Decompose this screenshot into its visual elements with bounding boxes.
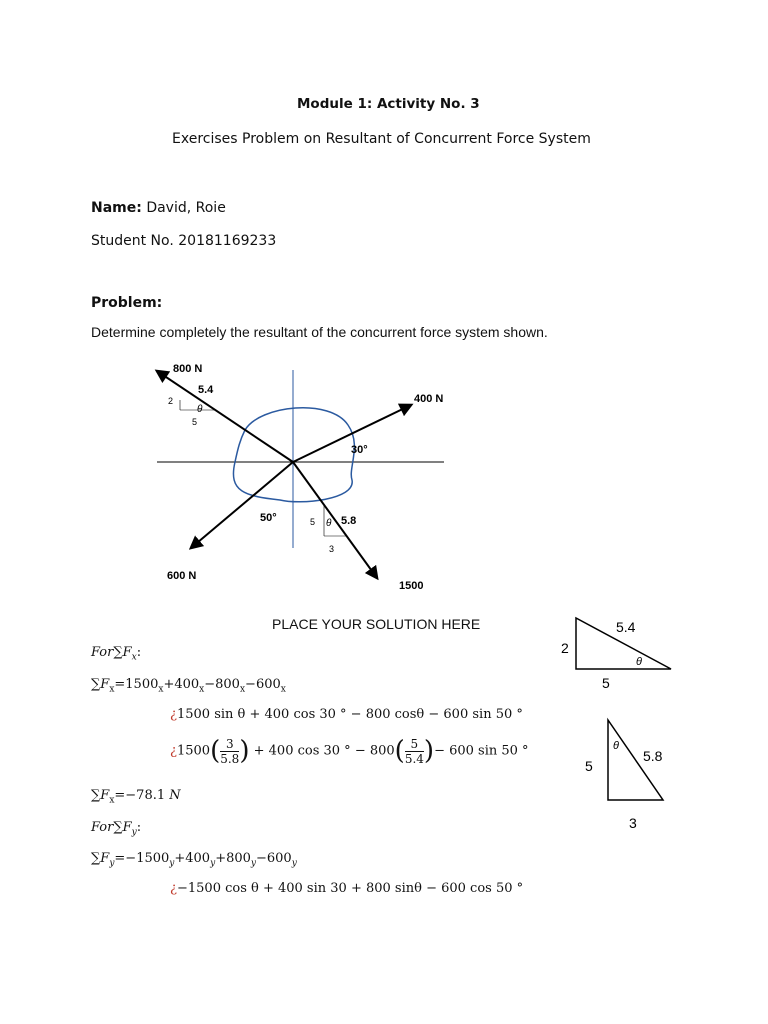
triangle-2-theta: θ	[613, 740, 619, 752]
triangle-2-rise: 5	[585, 758, 593, 774]
fx-heading: $For\sum F_x$:	[91, 645, 142, 663]
triangle-1	[540, 610, 690, 695]
triangle-2-run: 3	[629, 815, 637, 831]
fx-substitution: ¿1500( $\frac{3}{5.8}$ ) + 400 cos 30 ° − 800( $\frac{5}{5.4}$ )− 600 sin 50 °	[170, 736, 529, 766]
problem-statement: Determine completely the resultant of the concurrent force system shown.	[91, 324, 548, 340]
slope-1500-run-label: 3	[329, 544, 335, 554]
angle-30-label: 30°	[351, 444, 368, 456]
triangle-1-hyp: 5.4	[616, 619, 636, 635]
fy-heading: $For\sum F_y$:	[91, 820, 142, 838]
fx-expansion: ¿1500 sin θ + 400 cos 30 ° − 800 cosθ − 600 sin 50 °	[170, 707, 523, 722]
rigid-body-outline	[233, 408, 354, 502]
force-1500-label: 1500	[399, 580, 424, 592]
triangle-1-run: 5	[602, 675, 610, 691]
force-600-arrow	[191, 462, 293, 548]
triangle-1-theta: θ	[636, 656, 642, 668]
problem-label: Problem:	[91, 295, 163, 311]
name-value: David, Roie	[146, 200, 226, 216]
triangle-1-rise: 2	[561, 640, 569, 656]
number-value: 20181169233	[178, 233, 277, 249]
force-400-label: 400 N	[414, 393, 444, 405]
force-800-label: 800 N	[173, 363, 203, 375]
solution-heading: PLACE YOUR SOLUTION HERE	[272, 616, 481, 632]
triangle-2	[575, 712, 695, 834]
fy-sum-equation: $\sum F_y=-1500_y+400_y+800_y-600_y$	[91, 851, 297, 869]
slope-800-theta: θ	[197, 404, 203, 415]
fy-expansion: ¿−1500 cos θ + 400 sin 30 + 800 sinθ − 600 cos 50 °	[170, 881, 524, 896]
force-1500-arrow	[293, 462, 377, 578]
force-600-label: 600 N	[167, 570, 197, 582]
slope-800-rise-label: 2	[168, 396, 174, 406]
fx-result: $\sum F_x=-78.1$ N	[91, 788, 181, 806]
slope-800-hyp: 5.4	[198, 384, 214, 396]
slope-1500-hyp: 5.8	[341, 515, 357, 527]
force-800-arrow	[157, 371, 293, 462]
angle-50-label: 50°	[260, 512, 277, 524]
number-label: Student No.	[91, 233, 174, 249]
slope-800-run-label: 5	[192, 417, 198, 427]
triangle-2-hyp: 5.8	[643, 748, 663, 764]
page-title: Module 1: Activity No. 3	[297, 96, 480, 112]
page-subtitle: Exercises Problem on Resultant of Concurrent Force System	[172, 131, 591, 147]
slope-1500-theta: θ	[326, 518, 332, 529]
fx-sum-equation: $\sum F_x=1500_x+400_x-800_x-600_x$	[91, 677, 286, 695]
name-label: Name:	[91, 200, 142, 216]
slope-1500-rise-label: 5	[310, 517, 316, 527]
